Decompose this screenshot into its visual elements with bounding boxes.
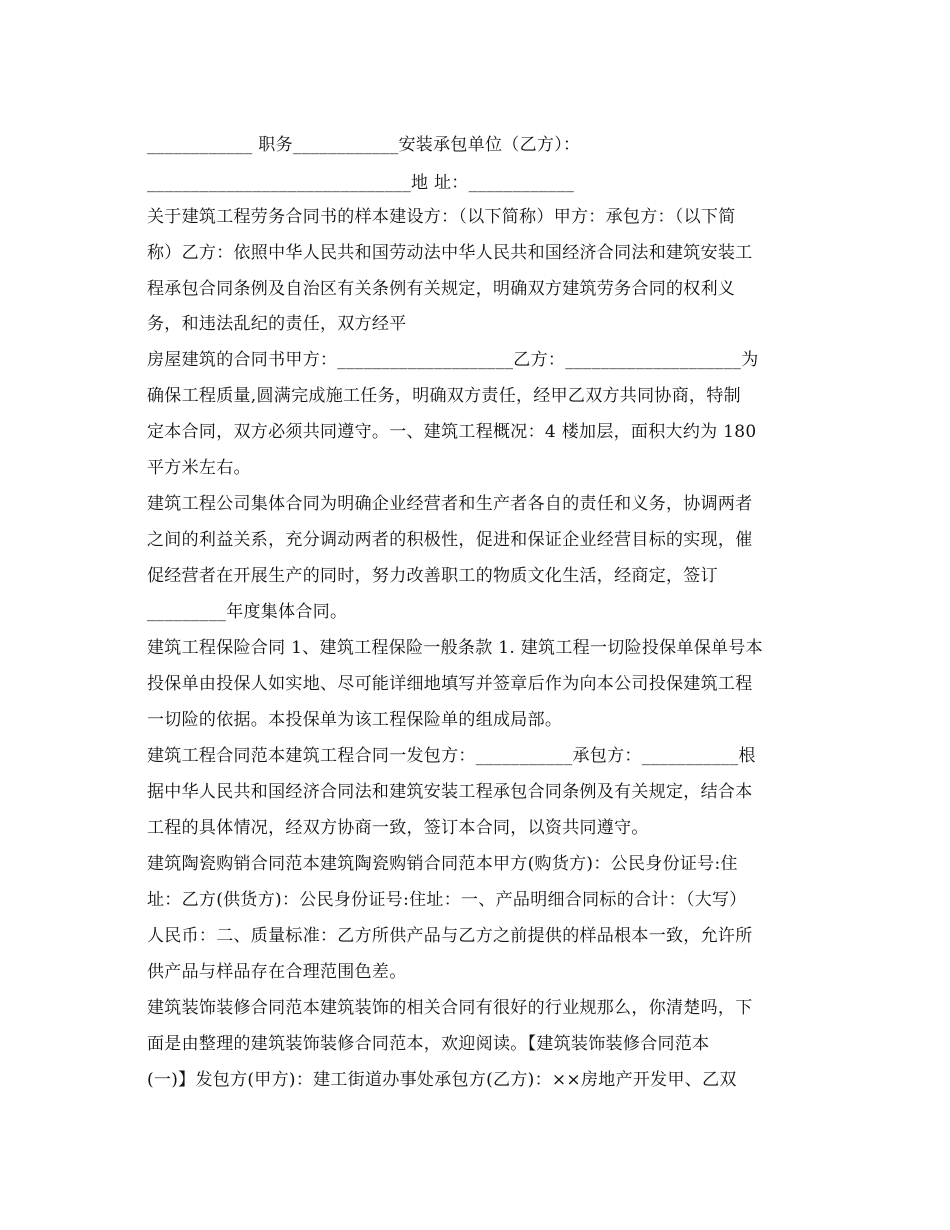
text-line: 关于建筑工程劳务合同书的样本建设方：（以下简称）甲方：承包方：（以下简: [147, 207, 736, 227]
text-line: 程承包合同条例及自治区有关条例有关规定，明确双方建筑劳务合同的权利义: [147, 279, 736, 299]
text-line: 人民币：二、质量标准：乙方所供产品与乙方之前提供的样品根本一致，允许所: [147, 926, 753, 946]
text-line: 称）乙方：依照中华人民共和国劳动法中华人民共和国经济合同法和建筑安装工: [147, 243, 753, 263]
text-line: 一切险的依据。本投保单为该工程保险单的组成局部。: [147, 710, 563, 730]
text-line: 供产品与样品存在合理范围色差。: [147, 962, 407, 982]
text-line: 定本合同，双方必须共同遵守。一、建筑工程概况：4 楼加层，面积大约为 180: [147, 422, 757, 442]
text-line: 平方米左右。: [147, 458, 251, 478]
text-line: _________年度集体合同。: [147, 602, 348, 622]
text-line: 建筑工程合同范本建筑工程合同一发包方：___________承包方：___________根: [147, 746, 756, 766]
text-line: 投保单由投保人如实地、尽可能详细地填写并签章后作为向本公司投保建筑工程: [147, 674, 753, 694]
text-line: 址：乙方(供货方)：公民身份证号:住址：一、产品明细合同标的合计：（大写）: [147, 890, 747, 910]
text-line: 工程的具体情况，经双方协商一致，签订本合同，以资共同遵守。: [147, 818, 649, 838]
text-line: 面是由整理的建筑装饰装修合同范本，欢迎阅读。【建筑装饰装修合同范本: [147, 1034, 710, 1054]
text-line: ______________________________地 址：____________: [147, 173, 575, 193]
text-line: 确保工程质量,圆满完成施工任务，明确双方责任，经甲乙双方共同协商，特制: [147, 386, 741, 406]
text-line: (一)】发包方(甲方)：建工街道办事处承包方(乙方)：××房地产开发甲、乙双: [147, 1070, 737, 1090]
text-line: 之间的利益关系，充分调动两者的积极性，促进和保证企业经营目标的实现，催: [147, 530, 753, 550]
text-line: 房屋建筑的合同书甲方：____________________乙方：____________________为: [147, 350, 759, 370]
text-line: 建筑陶瓷购销合同范本建筑陶瓷购销合同范本甲方(购货方)：公民身份证号:住: [147, 854, 738, 874]
text-line: 促经营者在开展生产的同时，努力改善职工的物质文化生活，经商定，签订: [147, 566, 718, 586]
text-line: 建筑工程公司集体合同为明确企业经营者和生产者各自的责任和义务，协调两者: [147, 494, 753, 514]
text-line: 据中华人民共和国经济合同法和建筑安装工程承包合同条例及有关规定，结合本: [147, 782, 753, 802]
text-line: ____________ 职务____________安装承包单位（乙方）：: [147, 135, 581, 155]
text-line: 建筑工程保险合同 1、建筑工程保险一般条款 1. 建筑工程一切险投保单保单号本: [147, 638, 763, 658]
text-line: 务，和违法乱纪的责任，双方经平: [147, 314, 407, 334]
text-line: 建筑装饰装修合同范本建筑装饰的相关合同有很好的行业规那么，你清楚吗，下: [147, 998, 753, 1018]
